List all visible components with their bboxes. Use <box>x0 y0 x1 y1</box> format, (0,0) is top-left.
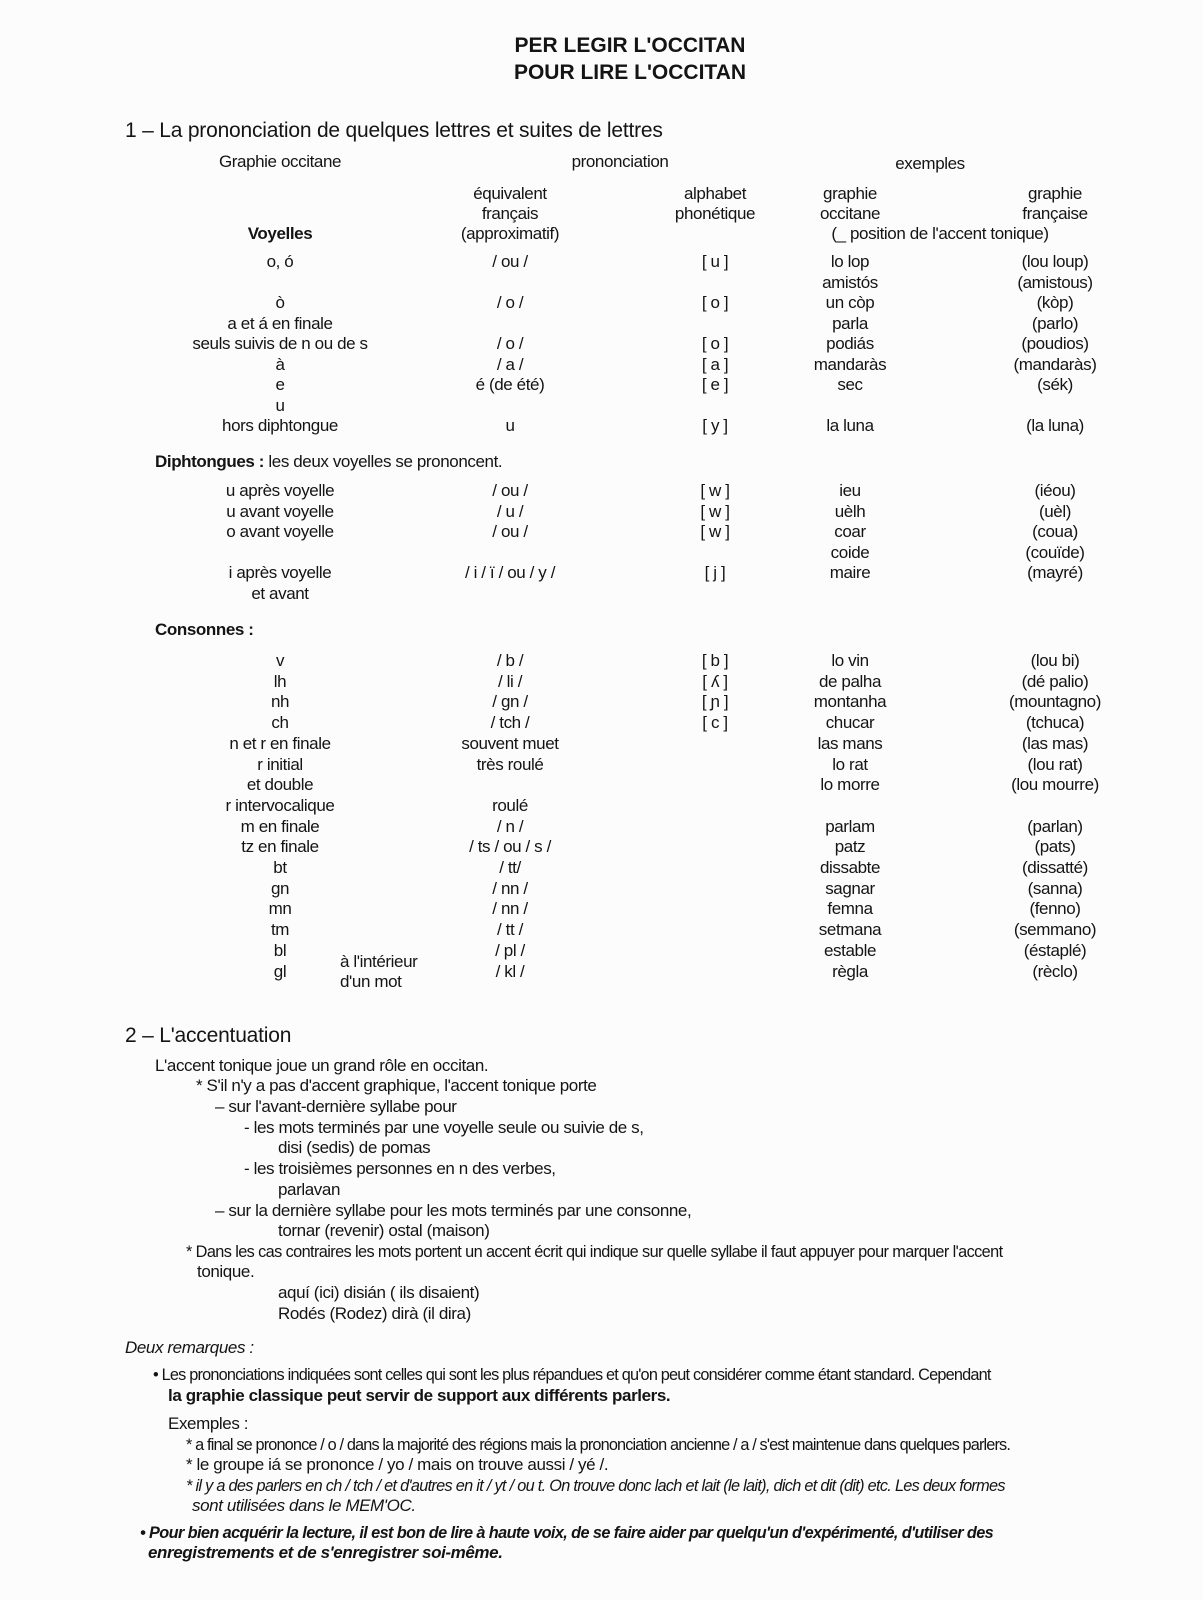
cell-occ: la luna <box>826 416 874 435</box>
section1-heading: 1 – La prononciation de quelques lettres et suites de lettres <box>125 119 663 142</box>
cell-letter: u après voyelle <box>225 481 335 500</box>
cell-letter: tm <box>270 920 290 940</box>
col-header-prononciation: prononciation <box>571 152 669 171</box>
col-header-exemples: exemples <box>895 154 965 173</box>
interieur-label-1: à l'intérieur <box>340 952 418 971</box>
cell-fr: (dissatté) <box>1022 858 1088 877</box>
cell-phon: [ w ] <box>700 501 730 521</box>
accent-line-11: tonique. <box>197 1262 255 1281</box>
cell-fr: (lou loup) <box>1021 252 1089 271</box>
cell-letter: v <box>275 651 285 670</box>
cell-equiv: / ou / <box>492 252 528 271</box>
cell-letter: bt <box>273 858 287 877</box>
diphtongues-note: les deux voyelles se prononcent. <box>264 452 503 471</box>
cell-fr: (tchuca) <box>1025 713 1085 733</box>
cell-occ: lo morre <box>820 775 880 795</box>
cell-fr: (mandaràs) <box>1013 354 1097 374</box>
cell-letter: i après voyelle <box>228 563 332 582</box>
accent-line-12: aquí (ici) disián ( ils disaient) <box>278 1283 480 1302</box>
cell-fr: (mayré) <box>1027 563 1083 582</box>
accent-line-6: - les troisièmes personnes en n des verbes, <box>244 1159 556 1178</box>
cell-letter: ò <box>275 293 285 312</box>
cell-letter: et avant <box>251 583 309 603</box>
cell-phon: [ j ] <box>704 563 726 582</box>
cell-phon: [ e ] <box>701 375 729 394</box>
cell-letter: tz en finale <box>241 837 319 857</box>
cell-letter: bl <box>273 940 287 960</box>
accent-line-8: – sur la dernière syllabe pour les mots terminés par une consonne, <box>215 1201 692 1220</box>
cell-equiv: / tt/ <box>499 858 521 877</box>
cell-occ: chucar <box>825 713 875 733</box>
cell-fr: (coua) <box>1032 522 1078 541</box>
cell-phon: [ b ] <box>701 651 729 670</box>
cell-letter: et double <box>246 775 314 795</box>
cell-equiv: très roulé <box>476 754 544 774</box>
title-line-1: PER LEGIR L'OCCITAN <box>514 34 746 57</box>
cell-occ: montanha <box>813 692 887 712</box>
cell-fr: (rèclo) <box>1032 961 1078 981</box>
cell-occ: las mans <box>817 733 883 753</box>
cell-letter: o avant voyelle <box>226 522 334 541</box>
cell-equiv: / o / <box>496 334 524 353</box>
exemple-3: * il y a des parlers en ch / tch / et d'autres en it / yt / ou t. On trouve donc lach et lait (le lait), dich et dit (dit) etc. Les deux formes <box>186 1477 1005 1495</box>
cell-equiv: u <box>505 416 515 435</box>
cell-equiv: / ou / <box>492 481 528 500</box>
cell-letter: u <box>275 395 285 415</box>
cell-equiv: / u / <box>496 501 524 521</box>
diphtongues-label: Diphtongues : <box>155 452 265 471</box>
title-line-2: POUR LIRE L'OCCITAN <box>513 61 747 84</box>
cell-fr: (las mas) <box>1021 733 1089 753</box>
cell-equiv: / i / ï / ou / y / <box>464 563 556 582</box>
cell-letter: ch <box>271 713 289 733</box>
cell-letter: gl <box>273 961 287 981</box>
cell-equiv: / n / <box>496 816 524 836</box>
cell-occ: un còp <box>825 293 875 312</box>
cell-letter: hors diphtongue <box>222 416 338 435</box>
cell-phon: [ u ] <box>701 252 729 271</box>
accent-line-1: L'accent tonique joue un grand rôle en occitan. <box>155 1056 489 1075</box>
voyelles-label: Voyelles <box>247 224 313 243</box>
cell-fr: (pats) <box>1034 837 1076 857</box>
cell-fr: (lou bi) <box>1030 651 1080 670</box>
cell-phon: [ y ] <box>702 416 728 435</box>
cell-equiv: / ou / <box>492 522 528 541</box>
cell-occ: femna <box>827 899 873 919</box>
cell-occ: de palha <box>818 671 882 691</box>
cell-occ: mandaràs <box>813 354 887 374</box>
cell-phon: [ o ] <box>701 293 729 312</box>
col-header-equiv-1: équivalent <box>473 184 547 203</box>
col-header-equiv-2: français <box>481 204 539 223</box>
cell-letter: a et á en finale <box>227 313 333 333</box>
cell-equiv: / nn / <box>492 878 528 898</box>
cell-occ: parla <box>832 313 868 333</box>
accent-line-13: Rodés (Rodez) dirà (il dira) <box>278 1304 471 1323</box>
accent-line-3: – sur l'avant-dernière syllabe pour <box>215 1097 457 1116</box>
remarque-bullet-1: • Les prononciations indiquées sont celles qui sont les plus répandues et qu'on peut considérer comme étant standard. Cependant <box>153 1366 991 1384</box>
cell-occ: amistós <box>822 272 878 292</box>
cell-occ: setmana <box>818 920 882 940</box>
cell-occ: estable <box>823 940 877 960</box>
cell-occ: règla <box>832 961 868 981</box>
cell-fr: (kòp) <box>1036 293 1074 312</box>
cell-occ: coar <box>834 522 866 541</box>
col-header-alpha-2: phonétique <box>674 204 756 223</box>
cell-occ: ieu <box>839 481 861 500</box>
cell-equiv: / ts / ou / s / <box>469 837 551 857</box>
cell-occ: parlam <box>825 816 875 836</box>
cell-equiv: souvent muet <box>461 733 559 753</box>
cell-fr: (éstaplé) <box>1023 940 1087 960</box>
cell-occ: sec <box>837 375 863 394</box>
cell-phon: [ c ] <box>702 713 728 733</box>
cell-phon: [ ʎ ] <box>702 671 728 691</box>
final-note-1: • Pour bien acquérir la lecture, il est bon de lire à haute voix, de se faire aider par quelqu'un d'expérimenté, d'utiliser des <box>140 1524 994 1542</box>
col-header-alpha-1: alphabet <box>683 184 747 203</box>
cell-equiv: / b / <box>496 651 524 670</box>
cell-letter: lh <box>273 671 287 691</box>
col-header-equiv-3: (approximatif) <box>460 224 560 243</box>
cell-fr: (lou rat) <box>1027 754 1083 774</box>
accent-line-7: parlavan <box>278 1180 341 1199</box>
cell-fr: (poudios) <box>1021 334 1089 353</box>
cell-fr: (sék) <box>1037 375 1073 394</box>
final-note-2: enregistrements et de s'enregistrer soi-même. <box>148 1543 503 1562</box>
cell-phon: [ o ] <box>701 334 729 353</box>
cell-fr: (sanna) <box>1027 878 1083 898</box>
cell-letter: e <box>275 375 285 394</box>
cell-fr: (dé palio) <box>1021 671 1089 691</box>
exemple-2: * le groupe iá se prononce / yo / mais on trouve aussi / yé /. <box>186 1455 609 1474</box>
cell-letter: seuls suivis de n ou de s <box>192 334 368 353</box>
col-header-gf-1: graphie <box>1028 184 1082 203</box>
cell-equiv: / nn / <box>492 899 528 919</box>
accent-line-10: * Dans les cas contraires les mots portent un accent écrit qui indique sur quelle syllabe il faut appuyer pour marquer l'accent <box>186 1243 1003 1261</box>
accent-line-4: - les mots terminés par une voyelle seule ou suivie de s, <box>244 1118 644 1137</box>
cell-fr: (iéou) <box>1034 481 1076 500</box>
accent-note: (_ position de l'accent tonique) <box>831 224 1049 243</box>
col-header-graphie: Graphie occitane <box>218 152 342 171</box>
cell-phon: [ w ] <box>700 481 730 500</box>
cell-fr: (la luna) <box>1026 416 1084 435</box>
cell-phon: [ a ] <box>701 354 729 374</box>
accent-line-5: disi (sedis) de pomas <box>278 1138 431 1157</box>
cell-letter: u avant voyelle <box>226 501 334 521</box>
cell-fr: (parlan) <box>1027 816 1083 836</box>
exemples-label: Exemples : <box>168 1414 249 1433</box>
cell-fr: (couïde) <box>1025 542 1085 562</box>
cell-letter: m en finale <box>240 816 320 836</box>
cell-occ: lo rat <box>832 754 868 774</box>
section2-heading: 2 – L'accentuation <box>125 1024 292 1047</box>
cell-fr: (lou mourre) <box>1011 775 1099 795</box>
cell-letter: r intervocalique <box>225 795 335 815</box>
cell-fr: (fenno) <box>1029 899 1081 919</box>
cell-occ: lo lop <box>830 252 870 271</box>
cell-occ: maire <box>829 563 871 582</box>
cell-occ: coide <box>830 542 870 562</box>
interieur-label-2: d'un mot <box>340 972 402 991</box>
remarques-heading: Deux remarques : <box>125 1338 254 1357</box>
cell-equiv: / pl / <box>495 940 525 960</box>
cell-occ: sagnar <box>825 878 875 898</box>
cell-equiv: / kl / <box>495 961 525 981</box>
cell-equiv: / li / <box>497 671 523 691</box>
cell-letter: gn <box>270 878 290 898</box>
cell-phon: [ ɲ ] <box>701 692 729 712</box>
cell-letter: r initial <box>257 754 303 774</box>
cell-equiv: / o / <box>496 293 524 312</box>
cell-fr: (semmano) <box>1013 920 1097 940</box>
cell-equiv: roulé <box>492 795 528 815</box>
col-header-go-1: graphie <box>823 184 877 203</box>
diphtongues-heading <box>155 452 502 472</box>
cell-fr: (parlo) <box>1031 313 1079 333</box>
cell-letter: à <box>275 354 285 374</box>
cell-occ: patz <box>834 837 866 857</box>
exemple-3b: sont utilisées dans le MEM'OC. <box>192 1496 416 1515</box>
cell-equiv: / gn / <box>492 692 528 712</box>
cell-fr: (amistous) <box>1017 272 1093 292</box>
exemple-1: * a final se prononce / o / dans la majorité des régions mais la prononciation ancienne / a / s'est maintenue dans quelques parlers. <box>186 1436 1011 1454</box>
col-header-gf-2: française <box>1022 204 1088 223</box>
cell-equiv: / tt / <box>497 920 523 940</box>
cell-occ: dissabte <box>819 858 881 877</box>
cell-equiv: é (de été) <box>475 375 545 394</box>
cell-occ: uèlh <box>834 501 866 521</box>
accent-line-2: * S'il n'y a pas d'accent graphique, l'accent tonique porte <box>196 1076 597 1095</box>
col-header-go-2: occitane <box>819 204 881 223</box>
cell-letter: nh <box>270 692 290 712</box>
remarque-bullet-1b: la graphie classique peut servir de support aux différents parlers. <box>168 1386 671 1405</box>
cell-letter: mn <box>268 899 292 919</box>
consonnes-label: Consonnes : <box>155 620 254 639</box>
cell-equiv: / tch / <box>490 713 530 733</box>
cell-letter: o, ó <box>266 252 294 271</box>
cell-fr: (uèl) <box>1038 501 1071 521</box>
cell-occ: podiás <box>826 334 874 353</box>
accent-line-9: tornar (revenir) ostal (maison) <box>278 1221 490 1240</box>
cell-fr: (mountagno) <box>1009 692 1101 712</box>
cell-letter: n et r en finale <box>229 733 331 753</box>
cell-phon: [ w ] <box>700 522 730 541</box>
cell-occ: lo vin <box>831 651 869 670</box>
cell-equiv: / a / <box>496 354 524 374</box>
